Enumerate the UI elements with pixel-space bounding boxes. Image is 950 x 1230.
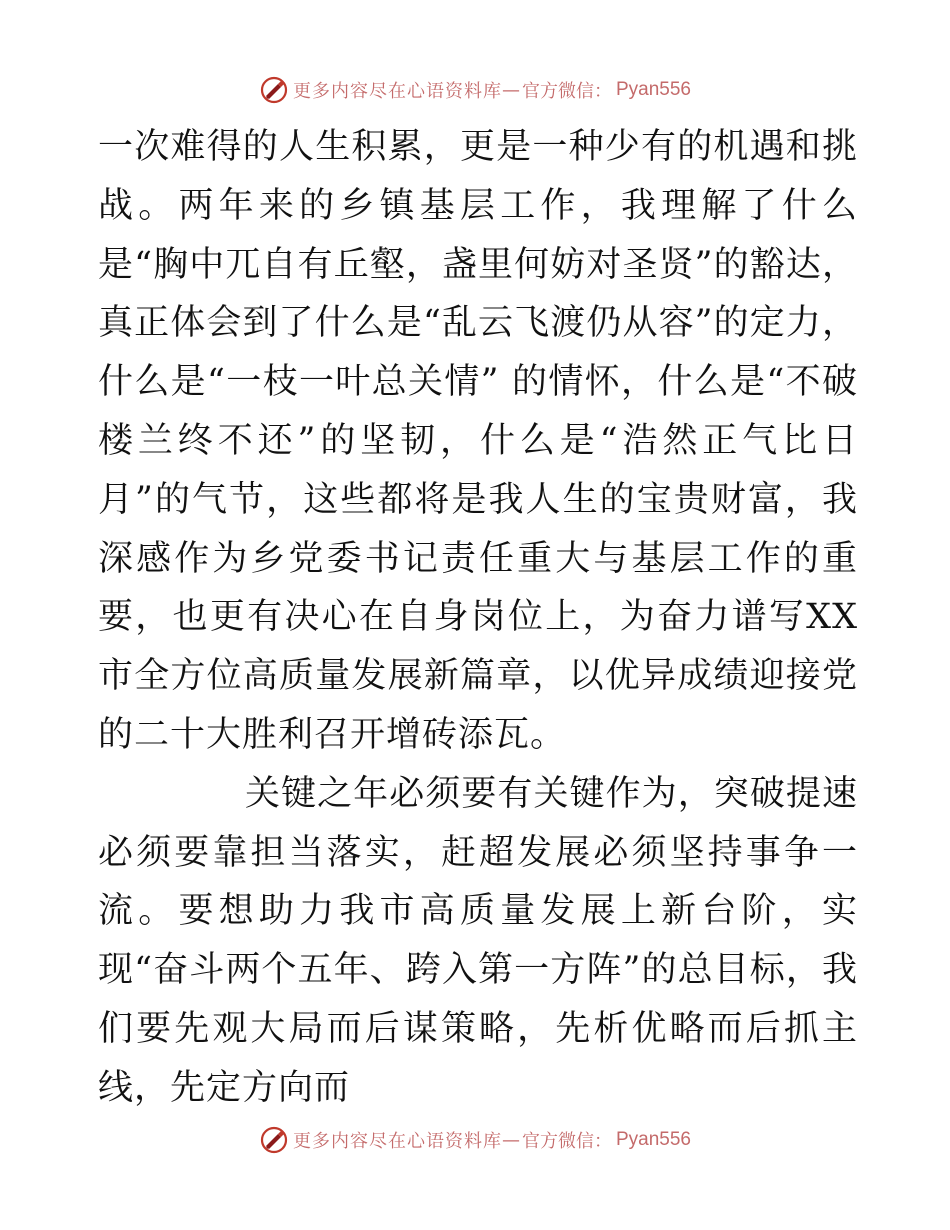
document-body bbox=[98, 118, 858, 1118]
paragraph: 一次难得的人生积累，更是一种少有的机遇和挑战。两年来的乡镇基层工作，我理解了什么是“胸中兀自有丘壑，盏里何妨对圣贤”的豁达，真正体会到了什么是“乱云飞渡仍从容”的定力，什么是“一枝一叶总关情” 的情怀，什么是“不破楼兰终不还”的坚韧，什么是“浩然正气比日月”的气节，这些都将是我人生的宝贵财富，我深感作为乡党委书记责任重大与基层工作的重要，也更有决心在自身岗位上，为奋力谱写XX市全方位高质量发展新篇章，以优异成绩迎接党的二十大胜利召开增砖添瓦。 bbox=[98, 127, 858, 755]
watermark-text: 更多内容尽在心语资料库 bbox=[292, 81, 502, 102]
watermark-text: 更多内容尽在心语资料库 bbox=[292, 1131, 502, 1152]
paragraph: 关键之年必须要有关键作为，突破提速必须要靠担当落实，赶超发展必须坚持事争一流。要想助力我市高质量发展上新台阶，实现“奋斗两个五年、跨入第一方阵”的总目标，我们要先观大局而后谋策略，先析优略而后抓主线，先定方向而 bbox=[98, 773, 858, 1108]
logo-icon bbox=[259, 75, 289, 105]
watermark-wechat-label: 官方微信： bbox=[521, 81, 612, 102]
watermark-separator: — bbox=[501, 79, 520, 101]
watermark-separator: — bbox=[501, 1129, 520, 1151]
watermark-wechat-id: Pyan556 bbox=[615, 1129, 691, 1150]
watermark-wechat-id: Pyan556 bbox=[615, 79, 691, 100]
logo-icon bbox=[259, 1125, 289, 1155]
watermark-wechat-label: 官方微信： bbox=[521, 1131, 612, 1152]
header-watermark bbox=[0, 70, 950, 110]
footer-watermark bbox=[0, 1120, 950, 1160]
